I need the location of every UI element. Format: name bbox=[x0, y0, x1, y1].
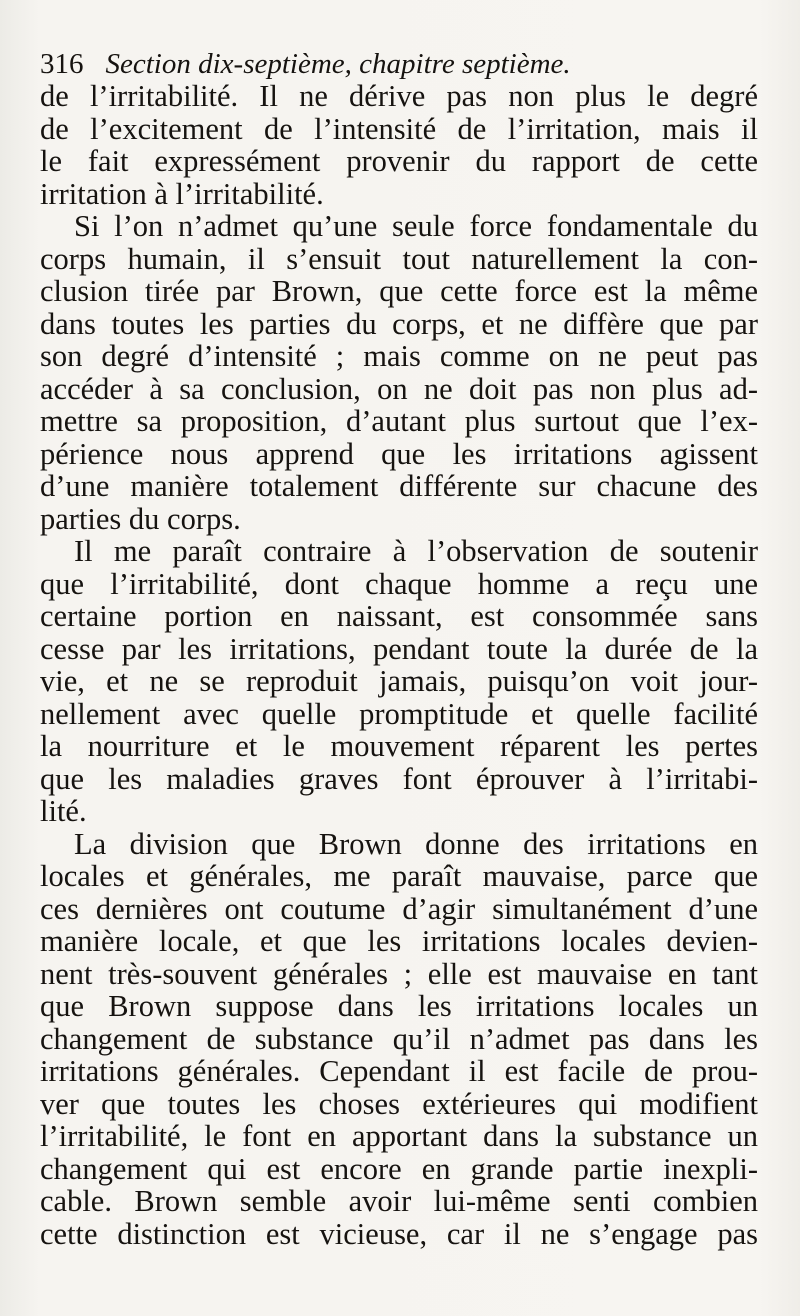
text-line: nellement avec quelle promptitude et quelle facilité bbox=[40, 696, 758, 731]
text-line: nent très-souvent générales ; elle est mauvaise en tant bbox=[40, 956, 758, 991]
text-line: ver que toutes les choses extérieures qui modifient bbox=[40, 1086, 758, 1121]
body-text bbox=[40, 80, 758, 1250]
text-line: mettre sa proposition, d’autant plus surtout que l’ex- bbox=[40, 404, 758, 438]
text-line: cable. Brown semble avoir lui-même senti combien bbox=[40, 1184, 758, 1218]
text-line: cesse par les irritations, pendant toute la durée de la bbox=[40, 631, 758, 666]
paragraph bbox=[40, 210, 758, 535]
text-line: changement qui est encore en grande partie inexpli- bbox=[40, 1151, 758, 1186]
paragraph bbox=[40, 828, 758, 1251]
running-head: Section dix-septième, chapitre septième. bbox=[105, 48, 571, 80]
paragraph bbox=[40, 535, 758, 828]
text-line: corps humain, il s’ensuit tout naturellement la con- bbox=[40, 241, 758, 276]
text-line: locales et générales, me paraît mauvaise, parce que bbox=[40, 859, 758, 893]
text-line: lité. bbox=[40, 794, 87, 828]
text-line: que les maladies graves font éprouver à l’irritabi- bbox=[40, 761, 758, 796]
text-line: dans toutes les parties du corps, et ne diffère que par bbox=[40, 306, 758, 341]
text-line: parties du corps. bbox=[40, 501, 241, 536]
text-line: La division que Brown donne des irritations en bbox=[74, 826, 758, 861]
text-line: l’irritabilité, le font en apportant dans la substance un bbox=[40, 1119, 758, 1153]
text-line: le fait expressément provenir du rapport de cette bbox=[40, 144, 758, 178]
text-line: la nourriture et le mouvement réparent les pertes bbox=[40, 729, 758, 763]
text-line: certaine portion en naissant, est consommée sans bbox=[40, 599, 758, 633]
paragraph bbox=[40, 80, 758, 210]
text-line: de l’irritabilité. Il ne dérive pas non plus le degré bbox=[40, 79, 758, 113]
page-number: 316 bbox=[40, 48, 84, 80]
text-line: irritation à l’irritabilité. bbox=[40, 176, 324, 211]
text-line: ces dernières ont coutume d’agir simultanément d’une bbox=[40, 891, 758, 926]
text-line: d’une manière totalement différente sur chacune des bbox=[40, 469, 758, 503]
text-line: vie, et ne se reproduit jamais, puisqu’on voit jour- bbox=[40, 664, 758, 698]
text-line: que Brown suppose dans les irritations locales un bbox=[40, 989, 758, 1023]
text-line: irritations générales. Cependant il est facile de prou- bbox=[40, 1054, 758, 1088]
text-line: périence nous apprend que les irritations agissent bbox=[40, 436, 758, 471]
text-line: changement de substance qu’il n’admet pas dans les bbox=[40, 1021, 758, 1056]
text-line: son degré d’intensité ; mais comme on ne peut pas bbox=[40, 339, 758, 373]
text-line: Si l’on n’admet qu’une seule force fondamentale du bbox=[74, 209, 758, 243]
text-line: de l’excitement de l’intensité de l’irritation, mais il bbox=[40, 111, 758, 146]
text-line: Il me paraît contraire à l’observation de soutenir bbox=[74, 534, 758, 568]
text-line: que l’irritabilité, dont chaque homme a reçu une bbox=[40, 566, 758, 601]
text-line: accéder à sa conclusion, on ne doit pas non plus ad- bbox=[40, 371, 758, 406]
text-line: manière locale, et que les irritations locales devien- bbox=[40, 924, 758, 958]
text-line: cette distinction est vicieuse, car il ne s’engage pas bbox=[40, 1216, 758, 1251]
text-line: clusion tirée par Brown, que cette force est la même bbox=[40, 274, 758, 308]
